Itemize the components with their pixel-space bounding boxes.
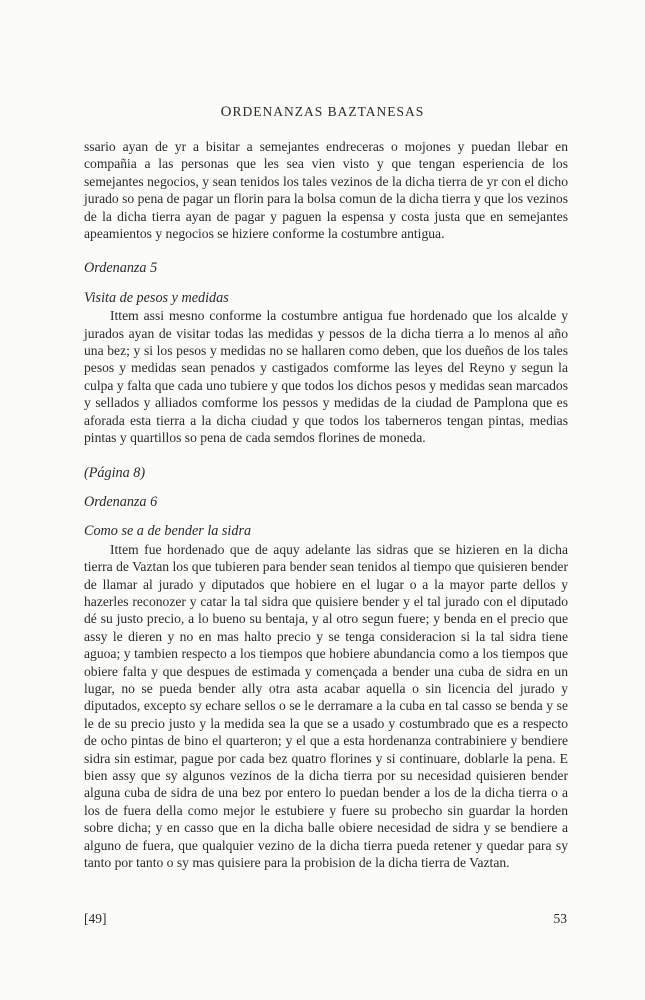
paragraph-ordenanza-5: Ittem assi mesno conforme la costumbre antigua fue hordenado que los alcalde y jurados ayan de visitar todas las medidas y pessos de la dicha tierra a lo menos al año una bez; y si los pesos y medidas no se hallaren como deben, que los dueños de los tales pesos y medidas sean penados y castigados comforme las leyes del Reyno y segun la culpa y falta que cada uno tubiere y que todos los dichos pesos y medidas sean marcados y sellados y alliados comforme los pessos y medidas de la ciudad de Pamplona que es aforada esta tierra a la dicha ciudad y que todos los taberneros tengan pintas, medias pintas y quartillos so pena de cada semdos florines de moneda. (84, 308, 568, 446)
paragraph-continued: ssario ayan de yr a bisitar a semejantes endreceras o mojones y puedan llebar en compañia a las personas que les sea vien visto y que tengan esperiencia de los semejantes negocios, y sean tenidos los tales vezinos de la dicha tierra de yr con el dicho jurado so pena de pagar un florin para la bolsa comun de la dicha tierra y que los vezinos de la dicha tierra ayan de pagar y paguen la espensa y costa justa que en semejantes apeamientos y negocios se hiziere conforme la costumbre antigua. (84, 139, 568, 242)
heading-ordenanza-6: Ordenanza 6 (84, 493, 158, 510)
heading-ordenanza-5: Ordenanza 5 (84, 260, 158, 277)
body-text (84, 138, 568, 871)
running-header (0, 104, 645, 121)
heading-bender-sidra: Como se a de bender la sidra (84, 523, 252, 540)
header-title: RDENANZAS BAZTANESAS (232, 104, 425, 119)
paragraph-ordenanza-6: Ittem fue hordenado que de aquy adelante las sidras que se hizieren en la dicha tierra de Vaztan los que tubieren para bender sean tenidos al tiempo que quisieren bender de llamar al jurado y diputados que hobiere en el lugar o a la mayor parte dellos y hazerles reconozer y catar la tal sidra que quisiere bender y el tal jurado con el diputado dé su justo precio, a lo bueno su bentaja, y al otro segun fuere; y benda en el precio que assy le dieren y no en mas halto precio y se tenga consideracion si la tal sidra tiene aguoa; y tambien respecto a los tiempos que hobiere abundancia como a los tiempos que obiere falta y que despues de estimada y començada a bender una cuba de sidra en un lugar, no se pueda bender ally otra asta acabar aquella o sin licencia del jurado y diputados, excepto sy echare sellos o se le derramare a la cuba en tal casso se benda y se le de su precio justo y la medida sea la que se a usado y costumbrado que es a respecto de ocho pintas de bino el quarteron; y el que a esta hordenanza contrabiniere y bendiere sidra sin estimar, pague por cada bez quatro florines y si continuare, doblarle la pena. E bien assy que sy algunos vezinos de la dicha tierra por su necesidad quisieren bender alguna cuba de sidra de una bez por entero lo puedan bender a los de la dicha tierra o a los de fuera della como mejor le estubiere y fuere su probecho sin guardar la horden sobre dicha; y en casso que en la dicha balle obiere necesidad de sidra y se bendiere a alguno de fuera, que qualquier vezino de la dicha tierra pueda retener y quedar para sy tanto por tanto o sy mas quisiere para la probision de la dicha tierra de Vaztan. (84, 541, 568, 871)
header-initial: O (220, 104, 233, 120)
heading-visita-pesos: Visita de pesos y medidas (84, 289, 229, 306)
heading-pagina-8: (Página 8) (84, 464, 146, 481)
footer-bracket-number: [49] (84, 911, 107, 926)
page-number: 53 (553, 911, 567, 926)
